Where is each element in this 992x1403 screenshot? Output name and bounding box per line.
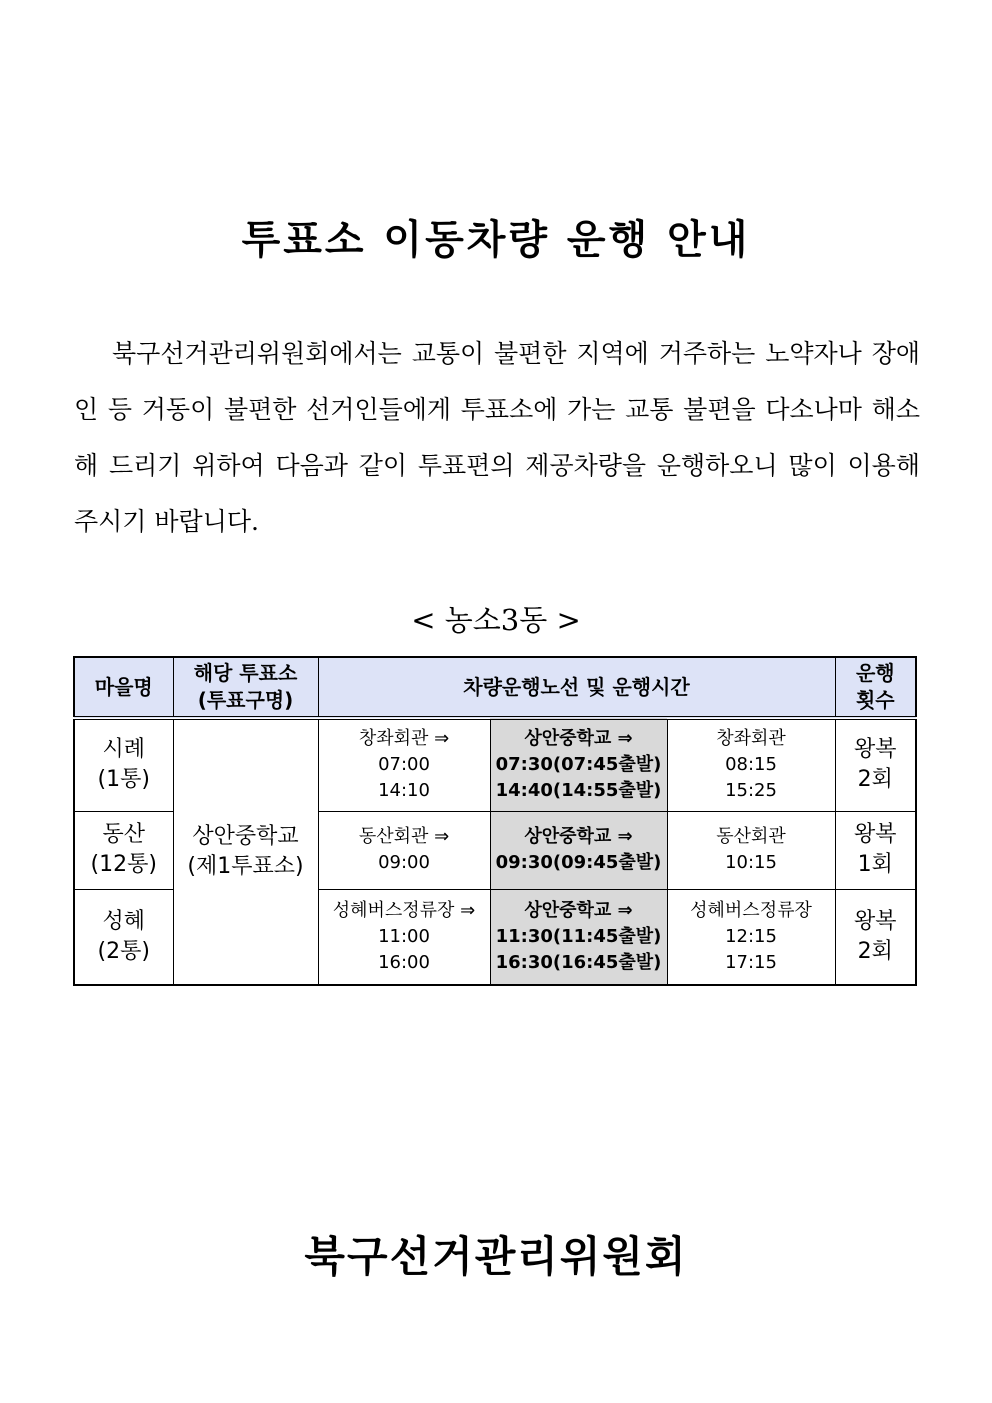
- count-cell: 왕복 1회: [835, 811, 916, 889]
- polling-station-stop-cell: 상안중학교 ⇒ 07:30(07:45출발) 14:40(14:55출발): [490, 718, 667, 811]
- village-cell: 성혜 (2통): [74, 889, 173, 985]
- village-cell: 동산 (12통): [74, 811, 173, 889]
- departure-cell: 창좌회관 ⇒ 07:00 14:10: [318, 718, 490, 811]
- return-cell: 성혜버스정류장 12:15 17:15: [667, 889, 835, 985]
- header-count: 운행 횟수: [835, 657, 916, 718]
- header-station: 해당 투표소 (투표구명): [173, 657, 318, 718]
- table-header-row: [74, 657, 916, 718]
- header-village: 마을명: [74, 657, 173, 718]
- section-subtitle: < 농소3동 >: [411, 603, 581, 637]
- header-route: 차량운행노선 및 운행시간: [318, 657, 835, 718]
- polling-station-stop-cell: 상안중학교 ⇒ 09:30(09:45출발): [490, 811, 667, 889]
- schedule-table: [73, 656, 917, 986]
- polling-station-stop-cell: 상안중학교 ⇒ 11:30(11:45출발) 16:30(16:45출발): [490, 889, 667, 985]
- departure-cell: 동산회관 ⇒ 09:00: [318, 811, 490, 889]
- count-cell: 왕복 2회: [835, 889, 916, 985]
- intro-paragraph: 북구선거관리위원회에서는 교통이 불편한 지역에 거주하는 노약자나 장애인 등 거동이 불편한 선거인들에게 투표소에 가는 교통 불편을 다소나마 해소해 드리기 위하여 다음과 같이 투표편의 제공차량을 운행하오니 많이 이용해 주시기 바랍니다.: [74, 339, 920, 536]
- village-cell: 시례 (1통): [74, 718, 173, 811]
- page-title: 투표소 이동차량 운행 안내: [241, 217, 751, 263]
- return-cell: 창좌회관 08:15 15:25: [667, 718, 835, 811]
- count-cell: 왕복 2회: [835, 718, 916, 811]
- station-cell: 상안중학교 (제1투표소): [173, 718, 318, 985]
- table-row: [74, 718, 916, 811]
- issuer-signature: 북구선거관리위원회: [304, 1232, 688, 1281]
- return-cell: 동산회관 10:15: [667, 811, 835, 889]
- departure-cell: 성혜버스정류장 ⇒ 11:00 16:00: [318, 889, 490, 985]
